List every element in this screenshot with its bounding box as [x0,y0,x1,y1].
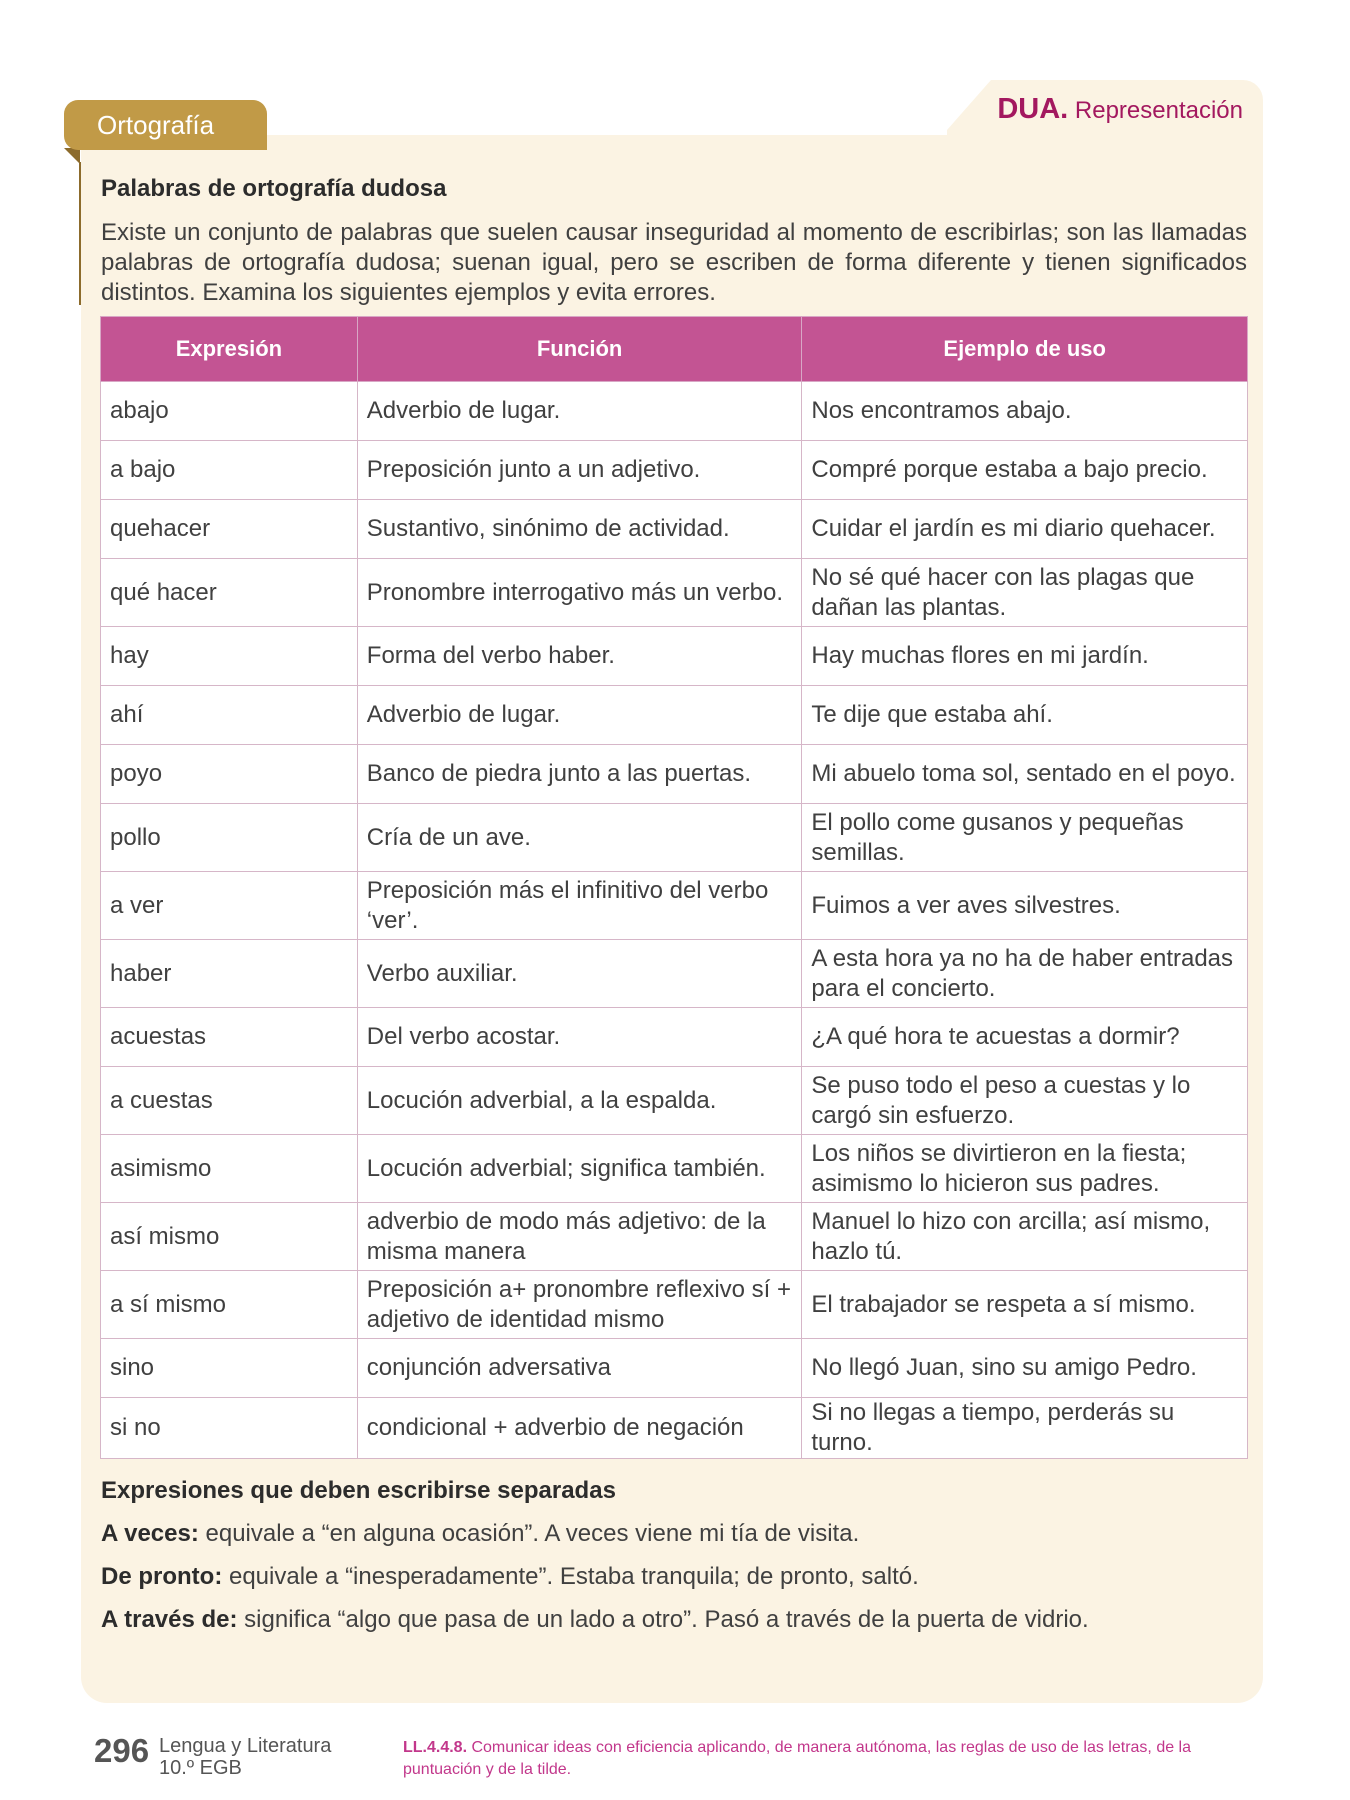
cell-ejemplo: Compré porque estaba a bajo precio. [802,441,1248,500]
table-row [101,441,1248,500]
cell-ejemplo: Manuel lo hizo con arcilla; así mismo, hazlo tú. [802,1203,1248,1271]
table-header-row [101,317,1248,382]
cell-funcion: Pronombre interrogativo más un verbo. [357,559,802,627]
cell-ejemplo: Si no llegas a tiempo, perderás su turno. [802,1398,1248,1459]
cell-funcion: Verbo auxiliar. [357,940,802,1008]
tab-fold [64,148,80,164]
book-subject: Lengua y Literatura [159,1735,332,1757]
table-row [101,627,1248,686]
expression-text: equivale a “en alguna ocasión”. A veces viene mi tía de visita. [198,1520,860,1547]
cell-ejemplo: Nos encontramos abajo. [802,382,1248,441]
cell-expresion: asimismo [101,1135,358,1203]
skill-code: LL.4.4.8. [403,1739,468,1756]
header-expresion: Expresión [101,317,358,382]
skill-criterion [403,1737,1233,1781]
cell-funcion: condicional + adverbio de negación [357,1398,802,1459]
cell-expresion: poyo [101,745,358,804]
cell-funcion: Banco de piedra junto a las puertas. [357,745,802,804]
table-row [101,804,1248,872]
cell-expresion: así mismo [101,1203,358,1271]
cell-ejemplo: Mi abuelo toma sol, sentado en el poyo. [802,745,1248,804]
table-row [101,500,1248,559]
cell-ejemplo: ¿A qué hora te acuestas a dormir? [802,1008,1248,1067]
table-row [101,872,1248,940]
dua-bold: DUA. [997,93,1069,125]
cell-funcion: Del verbo acostar. [357,1008,802,1067]
expression-text: significa “algo que pasa de un lado a otro”. Pasó a través de la puerta de vidrio. [237,1606,1089,1633]
cell-ejemplo: Fuimos a ver aves silvestres. [802,872,1248,940]
words-table [100,316,1248,1459]
cell-ejemplo: Te dije que estaba ahí. [802,686,1248,745]
page-number: 296 [94,1732,150,1769]
skill-text: Comunicar ideas con eficiencia aplicando, de manera autónoma, las reglas de uso de las letras, de la puntuación y de la tilde. [403,1739,1192,1778]
cell-funcion: Forma del verbo haber. [357,627,802,686]
cell-ejemplo: El pollo come gusanos y pequeñas semillas. [802,804,1248,872]
expression-item [101,1520,859,1548]
cell-expresion: qué hacer [101,559,358,627]
cell-funcion: Locución adverbial; significa también. [357,1135,802,1203]
cell-funcion: Preposición más el infinitivo del verbo ‘ver’. [357,872,802,940]
table-row [101,1135,1248,1203]
expression-text: equivale a “inesperadamente”. Estaba tranquila; de pronto, saltó. [222,1563,919,1590]
expression-item [101,1606,1089,1634]
cell-funcion: Sustantivo, sinónimo de actividad. [357,500,802,559]
cell-funcion: Locución adverbial, a la espalda. [357,1067,802,1135]
separadas-heading: Expresiones que deben escribirse separadas [101,1477,616,1504]
cell-expresion: a sí mismo [101,1271,358,1339]
book-title [159,1735,331,1779]
table-row [101,745,1248,804]
dua-label [997,93,1243,126]
table-row [101,686,1248,745]
tab-line [79,162,81,305]
table-row [101,1398,1248,1459]
cell-ejemplo: El trabajador se respeta a sí mismo. [802,1271,1248,1339]
expression-term: De pronto: [101,1563,223,1590]
table-row [101,382,1248,441]
cell-ejemplo: A esta hora ya no ha de haber entradas para el concierto. [802,940,1248,1008]
expression-term: A través de: [101,1606,238,1633]
table-row [101,559,1248,627]
cell-ejemplo: Cuidar el jardín es mi diario quehacer. [802,500,1248,559]
cell-expresion: quehacer [101,500,358,559]
book-grade: 10.º EGB [159,1757,242,1779]
intro-paragraph: Existe un conjunto de palabras que suelen causar inseguridad al momento de escribirlas; son las llamadas palabras de ortografía dudosa; suenan igual, pero se escriben de forma diferente y tienen significados distintos. Examina los siguientes ejemplos y evita errores. [101,219,1247,306]
cell-ejemplo: No sé qué hacer con las plagas que dañan las plantas. [802,559,1248,627]
section-heading: Palabras de ortografía dudosa [101,175,447,202]
cell-funcion: Preposición junto a un adjetivo. [357,441,802,500]
table-row [101,940,1248,1008]
cell-expresion: si no [101,1398,358,1459]
table-row [101,1271,1248,1339]
cell-funcion: Cría de un ave. [357,804,802,872]
header-ejemplo: Ejemplo de uso [802,317,1248,382]
cell-ejemplo: Hay muchas flores en mi jardín. [802,627,1248,686]
cell-funcion: Adverbio de lugar. [357,686,802,745]
cell-ejemplo: Los niños se divirtieron en la fiesta; asimismo lo hicieron sus padres. [802,1135,1248,1203]
cell-expresion: pollo [101,804,358,872]
expression-item [101,1563,919,1591]
cell-expresion: a cuestas [101,1067,358,1135]
table-row [101,1067,1248,1135]
section-tab: Ortografía [64,100,267,150]
cell-expresion: a bajo [101,441,358,500]
cell-expresion: a ver [101,872,358,940]
cell-expresion: abajo [101,382,358,441]
dua-name: Representación [1074,97,1243,124]
table-row [101,1203,1248,1271]
cell-funcion: adverbio de modo más adjetivo: de la misma manera [357,1203,802,1271]
cell-expresion: ahí [101,686,358,745]
cell-funcion: conjunción adversativa [357,1339,802,1398]
cell-ejemplo: No llegó Juan, sino su amigo Pedro. [802,1339,1248,1398]
cell-funcion: Preposición a+ pronombre reflexivo sí + adjetivo de identidad mismo [357,1271,802,1339]
cell-expresion: hay [101,627,358,686]
cell-expresion: sino [101,1339,358,1398]
header-funcion: Función [357,317,802,382]
cell-funcion: Adverbio de lugar. [357,382,802,441]
cell-ejemplo: Se puso todo el peso a cuestas y lo cargó sin esfuerzo. [802,1067,1248,1135]
cell-expresion: acuestas [101,1008,358,1067]
expression-term: A veces: [101,1520,199,1547]
cell-expresion: haber [101,940,358,1008]
table-row [101,1339,1248,1398]
table-row [101,1008,1248,1067]
